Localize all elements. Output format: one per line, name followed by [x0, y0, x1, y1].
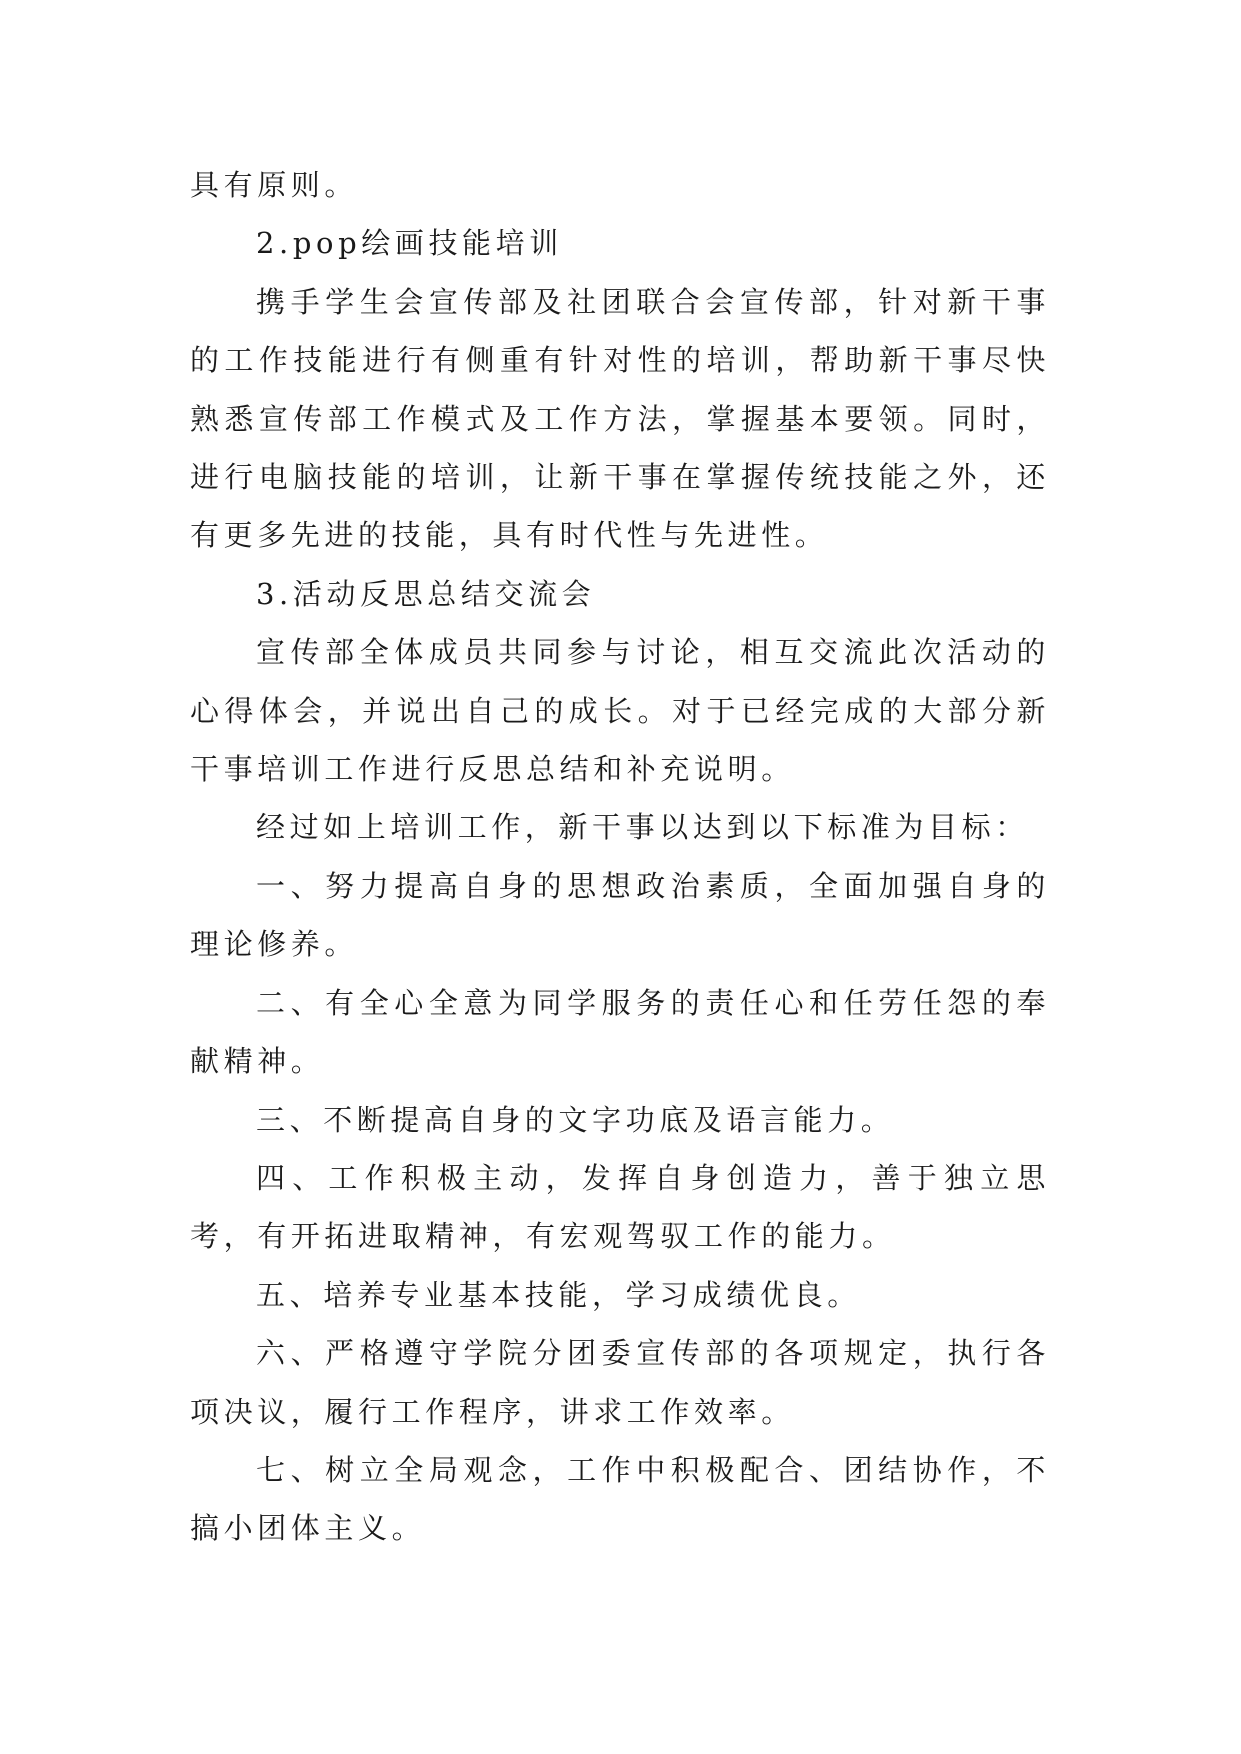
heading-pop-training: 2.pop绘画技能培训 — [256, 226, 563, 261]
paragraph-reflection-meeting: 宣传部全体成员共同参与讨论，相互交流此次活动的心得体会，并说出自己的成长。对于已经完成的大部分新干事培训工作进行反思总结和补充说明。 — [190, 635, 1050, 787]
goal-item-5: 五、培养专业基本技能，学习成绩优良。 — [256, 1277, 861, 1312]
goal-item-2: 二、有全心全意为同学服务的责任心和任劳任怨的奉献精神。 — [190, 985, 1050, 1079]
goal-item-6: 六、严格遵守学院分团委宣传部的各项规定，执行各项决议，履行工作程序，讲求工作效率。 — [190, 1336, 1050, 1429]
goal-item-4: 四、工作积极主动，发挥自身创造力，善于独立思考，有开拓进取精神，有宏观驾驭工作的能力。 — [190, 1160, 1050, 1254]
goal-item-7: 七、树立全局观念，工作中积极配合、团结协作，不搞小团体主义。 — [190, 1452, 1050, 1546]
goal-item-1: 一、努力提高自身的思想政治素质，全面加强自身的理论修养。 — [190, 868, 1050, 962]
goal-item-3: 三、不断提高自身的文字功底及语言能力。 — [256, 1102, 895, 1137]
heading-reflection-meeting: 3.活动反思总结交流会 — [256, 576, 596, 611]
paragraph-pop-training: 携手学生会宣传部及社团联合会宣传部，针对新干事的工作技能进行有侧重有针对性的培训，帮助新干事尽快熟悉宣传部工作模式及工作方法，掌握基本要领。同时，进行电脑技能的培训，让新干事在掌握传统技能之外，还有更多先进的技能，具有时代性与先进性。 — [190, 284, 1050, 553]
document-body — [190, 156, 1050, 1558]
paragraph-goals-intro: 经过如上培训工作，新干事以达到以下标准为目标： — [256, 810, 1029, 845]
paragraph-continuation: 具有原则。 — [190, 168, 359, 202]
